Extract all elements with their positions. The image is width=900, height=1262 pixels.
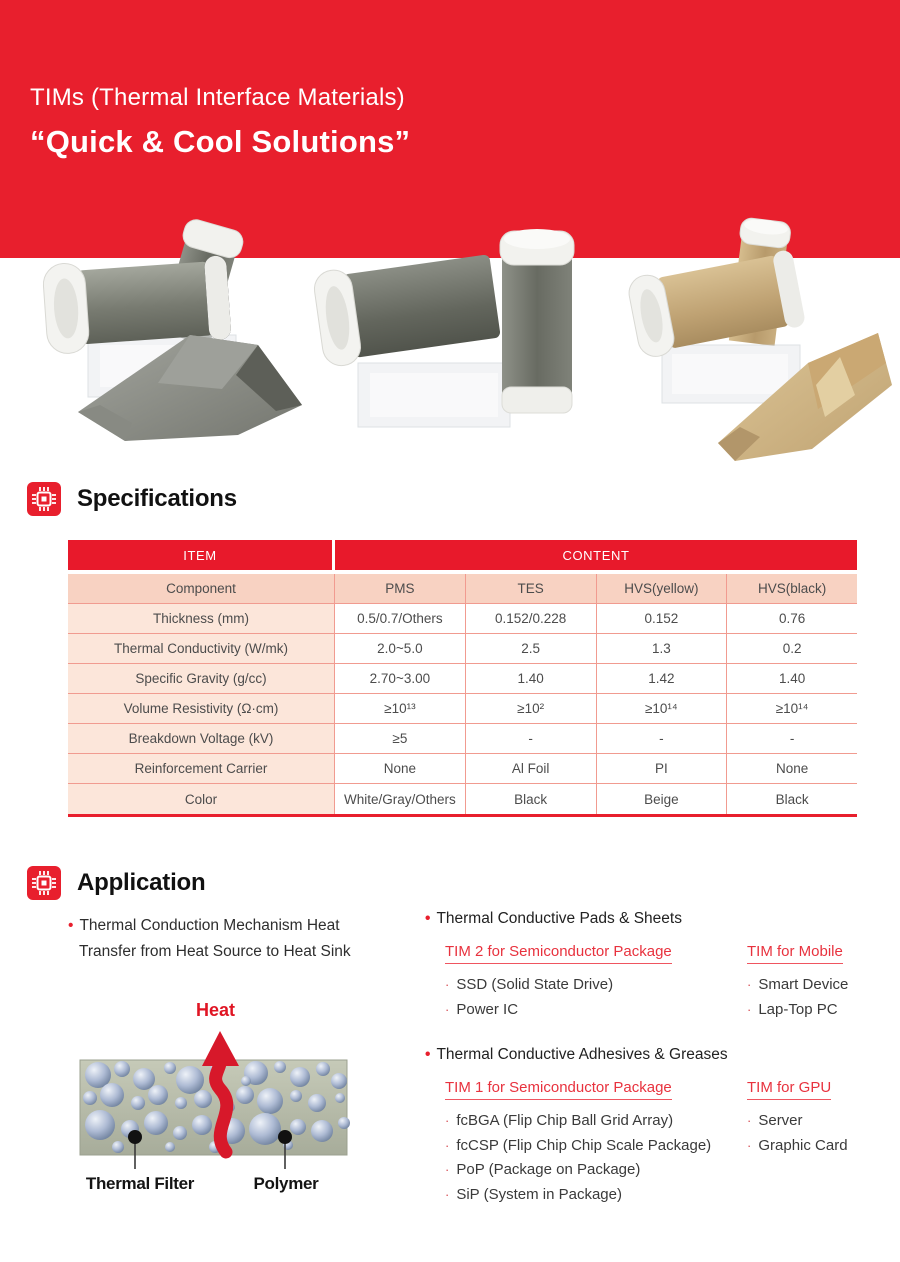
thermal-filter-label: Thermal Filter (85, 1174, 195, 1193)
tim1-heading: TIM 1 for Semiconductor Package (445, 1079, 672, 1100)
product-photo-hvs (626, 217, 892, 461)
cell: 0.152 (597, 604, 728, 633)
section-title: Specifications (77, 485, 237, 512)
cell: 0.2 (727, 634, 857, 663)
list-item (747, 1109, 887, 1134)
cell: TES (466, 574, 597, 603)
sub-bullet-dot: · (445, 1137, 450, 1153)
item-text: Graphic Card (758, 1136, 848, 1154)
list-item (445, 1183, 745, 1208)
list-item (445, 1134, 745, 1159)
cell: White/Gray/Others (335, 784, 466, 814)
tim2-heading: TIM 2 for Semiconductor Package (445, 943, 672, 964)
cell: ≥5 (335, 724, 466, 753)
cell: ≥10¹⁴ (727, 694, 857, 723)
list-item (445, 1109, 745, 1134)
row-label: Thermal Conductivity (W/mk) (68, 634, 335, 663)
heat-transfer-diagram (60, 995, 360, 1180)
list-item (445, 1158, 745, 1183)
cell: PMS (335, 574, 466, 603)
tim-mobile-heading: TIM for Mobile (747, 943, 843, 964)
cell: 1.40 (727, 664, 857, 693)
table-body (68, 574, 857, 817)
item-text: Lap-Top PC (758, 1000, 838, 1018)
mechanism-text (68, 913, 351, 965)
row-label: Reinforcement Carrier (68, 754, 335, 783)
product-photo-pms (42, 217, 302, 441)
item-text: Server (758, 1112, 803, 1129)
application-heading (27, 866, 205, 900)
table-row (68, 694, 857, 724)
specifications-heading (27, 482, 237, 516)
sub-bullet-dot: · (747, 1137, 752, 1153)
spec-table (68, 540, 857, 817)
item-text: PoP (Package on Package) (456, 1161, 641, 1178)
sub-bullet-dot: · (445, 977, 450, 992)
cell: None (727, 754, 857, 783)
sub-bullet-dot: · (445, 1001, 450, 1017)
table-row (68, 724, 857, 754)
mechanism-line1: Thermal Conduction Mechanism Heat (79, 917, 340, 934)
page-title: “Quick & Cool Solutions” (30, 124, 411, 159)
row-label: Specific Gravity (g/cc) (68, 664, 335, 693)
list-item (747, 998, 887, 1023)
tim-gpu-heading: TIM for GPU (747, 1079, 831, 1100)
sub-bullet-dot: · (747, 977, 752, 992)
row-label: Volume Resistivity (Ω·cm) (68, 694, 335, 723)
product-photo-tes (312, 229, 574, 427)
cell: None (335, 754, 466, 783)
heat-label: Heat (196, 1000, 236, 1020)
table-row (68, 784, 857, 814)
polymer-label: Polymer (253, 1174, 319, 1193)
product-photos (0, 205, 900, 465)
list-item (445, 998, 745, 1023)
list-item (747, 1134, 887, 1159)
cell: - (466, 724, 597, 753)
sub-bullet-dot: · (445, 1162, 450, 1177)
row-label: Color (68, 784, 335, 814)
group-title: Thermal Conductive Pads & Sheets (436, 910, 682, 927)
list-item (747, 973, 887, 998)
cell: Black (727, 784, 857, 814)
bullet-dot: • (68, 917, 74, 934)
cell: - (727, 724, 857, 753)
cell: 0.152/0.228 (466, 604, 597, 633)
item-text: fcCSP (Flip Chip Chip Scale Package) (456, 1136, 712, 1154)
chip-icon (27, 482, 61, 516)
bullet-dot: • (425, 910, 431, 927)
app-group-pads-sheets (425, 910, 885, 1018)
mechanism-line2: Transfer from Heat Source to Heat Sink (79, 943, 351, 960)
cell: ≥10¹⁴ (597, 694, 728, 723)
item-text: Smart Device (758, 976, 849, 993)
cell: PI (597, 754, 728, 783)
item-text: SSD (Solid State Drive) (456, 976, 614, 993)
cell: 1.42 (597, 664, 728, 693)
list-item (445, 973, 745, 998)
section-title: Application (77, 869, 206, 896)
row-label: Component (68, 574, 335, 603)
cell: 1.3 (597, 634, 728, 663)
table-row (68, 664, 857, 694)
sub-bullet-dot: · (445, 1186, 450, 1202)
row-label: Breakdown Voltage (kV) (68, 724, 335, 753)
cell: 0.5/0.7/Others (335, 604, 466, 633)
item-text: SiP (System in Package) (456, 1185, 622, 1203)
cell: 2.5 (466, 634, 597, 663)
cell: HVS(yellow) (597, 574, 728, 603)
cell: Beige (597, 784, 728, 814)
item-text: Power IC (456, 1000, 519, 1018)
cell: - (597, 724, 728, 753)
row-label: Thickness (mm) (68, 604, 335, 633)
cell: Al Foil (466, 754, 597, 783)
table-header-row (68, 540, 857, 570)
chip-icon (27, 866, 61, 900)
sub-bullet-dot: · (747, 1113, 752, 1128)
table-row (68, 634, 857, 664)
sub-bullet-dot: · (445, 1113, 450, 1128)
cell: 0.76 (727, 604, 857, 633)
item-text: fcBGA (Flip Chip Ball Grid Array) (456, 1112, 674, 1129)
cell: HVS(black) (727, 574, 857, 603)
col-header-content: CONTENT (335, 540, 857, 570)
bullet-dot: • (425, 1046, 431, 1063)
cell: Black (466, 784, 597, 814)
sub-bullet-dot: · (747, 1001, 752, 1017)
col-header-item: ITEM (68, 540, 335, 570)
table-row (68, 754, 857, 784)
cell: ≥10¹³ (335, 694, 466, 723)
cell: 2.70~3.00 (335, 664, 466, 693)
table-row (68, 574, 857, 604)
group-title: Thermal Conductive Adhesives & Greases (436, 1046, 728, 1063)
cell: 1.40 (466, 664, 597, 693)
table-row (68, 604, 857, 634)
banner-subtitle: TIMs (Thermal Interface Materials) (30, 84, 405, 111)
cell: ≥10² (466, 694, 597, 723)
cell: 2.0~5.0 (335, 634, 466, 663)
app-group-adhesives-greases (425, 1046, 885, 1203)
